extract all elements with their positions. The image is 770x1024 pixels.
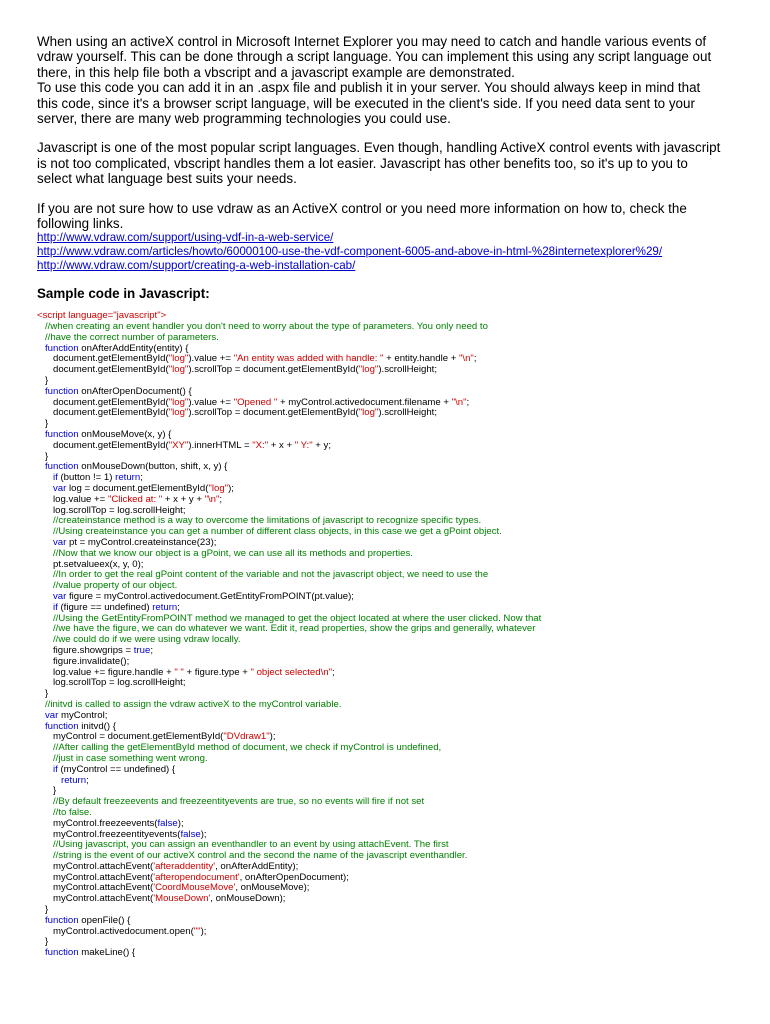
code-token — [37, 613, 53, 624]
code-token — [37, 472, 53, 483]
code-token — [37, 429, 45, 440]
code-token — [37, 602, 53, 613]
code-token: myControl.attachEvent( — [37, 893, 154, 905]
code-token: "log" — [208, 483, 229, 494]
code-token: true — [133, 644, 151, 656]
code-token: log.value += figure.handle + — [37, 666, 175, 678]
links-list — [37, 231, 734, 272]
code-line — [37, 797, 734, 808]
code-token: myControl.attachEvent( — [37, 860, 154, 872]
paragraph-line: following links. — [37, 216, 124, 232]
code-token: ).scrollTop = document.getElementById( — [188, 407, 359, 419]
code-token: "X:" — [252, 439, 269, 451]
code-token: myControl.attachEvent( — [37, 871, 154, 883]
code-token — [37, 580, 53, 591]
code-token: + myControl.activedocument.filename + — [277, 396, 452, 408]
code-token: //value property of our object. — [53, 580, 178, 592]
code-token: log.scrollTop = log.scrollHeight; — [37, 504, 186, 516]
link-creating-web-installation-cab[interactable]: http://www.vdraw.com/support/creating-a-web-installation-cab/ — [37, 258, 356, 272]
code-token: openFile() { — [78, 914, 131, 926]
code-token: ; — [177, 601, 180, 613]
code-token: (myControl == undefined) { — [57, 763, 176, 775]
code-token — [37, 721, 45, 732]
section-heading: Sample code in Javascript: — [37, 286, 210, 302]
code-token: ; — [473, 353, 477, 365]
code-token — [37, 332, 45, 343]
code-token: pt.setvalueex(x, y, 0); — [37, 558, 144, 570]
code-token: 'afteraddentity' — [153, 860, 216, 872]
code-block — [37, 311, 734, 959]
code-token: ; — [331, 666, 335, 678]
code-token: //Now that we know our object is a gPoint, we can use all its methods and properties. — [53, 547, 413, 559]
code-token: + y; — [312, 439, 332, 451]
code-token: //In order to get the real gPoint content of the variable and not the javascript object, we need to use the — [53, 569, 489, 581]
code-token: "log" — [358, 364, 379, 376]
code-token: } — [37, 450, 49, 462]
code-token: myControl = document.getElementById( — [37, 731, 224, 743]
code-token: function — [45, 947, 79, 959]
code-token: var — [45, 709, 59, 721]
paragraph-line: If you are not sure how to use vdraw as an ActiveX control or you need more information on how to, check the — [37, 200, 687, 216]
code-token: " Y:" — [294, 439, 313, 451]
code-token: } — [37, 375, 49, 387]
code-token: "DVdraw1" — [223, 731, 270, 743]
code-token: document.getElementById( — [37, 439, 169, 451]
code-token: ; — [140, 472, 143, 484]
code-token — [37, 483, 53, 494]
code-token: pt = myControl.createinstance(23); — [66, 536, 217, 548]
code-token: function — [45, 429, 79, 441]
code-token: makeLine() { — [78, 947, 136, 959]
code-token: + entity.handle + — [383, 353, 459, 365]
code-token: } — [37, 785, 57, 797]
code-token: (button != 1) — [57, 472, 116, 484]
code-token — [37, 742, 53, 753]
code-token: //we have the figure, we can do whatever we want. Edit it, read properties, show the grips and generally, whatever — [53, 623, 536, 635]
code-token: 'MouseDown' — [153, 893, 211, 905]
code-token: //Using javascript, you can assign an eventhandler to an event by using attachEvent. The first — [53, 839, 449, 851]
code-token: //initvd is called to assign the vdraw activeX to the myControl variable. — [45, 698, 342, 710]
code-token: if — [53, 601, 58, 613]
code-token: ).value += — [188, 396, 234, 408]
code-token: //Using the GetEntityFromPOINT method we managed to get the object located at where the user clicked. Now that — [53, 612, 542, 624]
code-token: initvd() { — [78, 720, 116, 732]
paragraph-line: When using an activeX control in Microsoft Internet Explorer you may need to catch and handle various events of — [37, 34, 707, 49]
code-token: ).scrollHeight; — [378, 407, 437, 419]
code-token — [37, 775, 61, 786]
code-token: //By default freezeevents and freezeentityevents are true, so no events will fire if not set — [53, 796, 425, 808]
code-token: //After calling the getElementById method of document, we check if myControl is undefined, — [53, 742, 442, 754]
code-token: return — [152, 601, 178, 613]
code-token: onAfterAddEntity(entity) { — [78, 342, 189, 354]
code-token — [37, 710, 45, 721]
code-token: //just in case something went wrong. — [53, 752, 208, 764]
code-line — [37, 937, 734, 948]
paragraph-line: is not too complicated, vbscript handles them a lot easier. Javascript has other benefits too, so it's up to you to — [37, 155, 688, 171]
code-token: function — [45, 342, 79, 354]
code-token: } — [37, 936, 49, 948]
code-token: ); — [177, 817, 184, 829]
code-token — [37, 796, 53, 807]
code-token: function — [45, 914, 79, 926]
code-token: function — [45, 461, 79, 473]
paragraph-line: To use this code you can add it in an .aspx file and publish it in your server. You should always keep in mind that — [37, 80, 701, 96]
code-token: return — [61, 774, 87, 786]
code-token: + x + y + — [162, 493, 205, 505]
code-token: onMouseMove(x, y) { — [78, 429, 172, 441]
code-token: if — [53, 763, 58, 775]
code-token: myControl.freezeentityevents( — [37, 828, 181, 840]
code-token — [37, 915, 45, 926]
code-line — [37, 948, 734, 959]
code-token: document.getElementById( — [37, 396, 169, 408]
code-token: ).innerHTML = — [188, 439, 253, 451]
code-token: 'afteropendocument' — [153, 871, 240, 883]
code-token: "log" — [168, 353, 189, 365]
code-token: figure = myControl.activedocument.GetEntityFromPOINT(pt.value); — [66, 590, 354, 602]
code-token — [37, 947, 45, 958]
code-token: "log" — [168, 407, 189, 419]
intro-paragraph-1 — [37, 34, 734, 126]
code-token: ); — [200, 828, 207, 840]
code-token: figure.showgrips = — [37, 644, 134, 656]
code-token: log.scrollTop = log.scrollHeight; — [37, 677, 186, 689]
code-token: "log" — [358, 407, 379, 419]
code-token: document.getElementById( — [37, 407, 169, 419]
code-token — [37, 623, 53, 634]
code-token — [37, 386, 45, 397]
code-line — [37, 408, 734, 419]
code-token: , onAfterOpenDocument); — [239, 871, 349, 883]
code-token — [37, 537, 53, 548]
code-token — [37, 515, 53, 526]
code-token: " " — [174, 666, 184, 678]
code-line — [37, 905, 734, 916]
code-token: ).value += — [188, 353, 234, 365]
code-token: ); — [200, 925, 207, 937]
code-token: function — [45, 385, 79, 397]
code-line — [37, 894, 734, 905]
code-token: log.value += — [37, 493, 108, 505]
code-token: ; — [86, 774, 89, 786]
code-token — [37, 807, 53, 818]
code-token: ; — [150, 644, 153, 656]
code-line — [37, 711, 734, 722]
intro-paragraph-2 — [37, 140, 734, 186]
code-token — [37, 321, 45, 332]
code-token: //Using createinstance you can get a number of different class objects, in this case we get a gPoint object. — [53, 526, 502, 538]
code-token — [37, 569, 53, 580]
code-token — [37, 591, 53, 602]
code-token: "An entity was added with handle: " — [233, 353, 384, 365]
paragraph-line: Javascript is one of the most popular script languages. Even though, handling ActiveX control events with javascript — [37, 140, 721, 156]
code-token — [37, 548, 53, 559]
code-token: } — [37, 904, 49, 916]
code-token: "\n" — [451, 396, 467, 408]
code-token: ); — [228, 483, 234, 494]
code-line — [37, 678, 734, 689]
code-token: ); — [269, 731, 276, 743]
code-token: return — [115, 472, 141, 484]
code-token: //to false. — [53, 806, 92, 818]
code-token: //we could do if we were using vdraw locally. — [53, 634, 241, 646]
code-token: if — [53, 472, 58, 484]
intro-paragraph-3 — [37, 201, 734, 232]
link-use-vdf-component-html[interactable]: http://www.vdraw.com/articles/howto/60000100-use-the-vdf-component-6005-and-above-in-html-%28internetexplorer%29/ — [37, 245, 663, 259]
code-line — [37, 776, 734, 787]
code-token: "\n" — [459, 353, 474, 365]
code-token: //string is the event of our activeX control and the second the name of the javascript eventhandler. — [53, 850, 468, 862]
code-token: log = document.getElementById( — [66, 483, 209, 494]
code-token — [37, 839, 53, 850]
code-token: , onAfterAddEntity); — [215, 860, 299, 872]
code-line — [37, 441, 734, 452]
code-token: + figure.type + — [183, 666, 251, 678]
code-token: "XY" — [168, 439, 189, 451]
code-token — [37, 526, 53, 537]
paragraph-line: server, there are many web programming technologies you could use. — [37, 111, 451, 127]
code-token: onMouseDown(button, shift, x, y) { — [78, 461, 228, 473]
code-token — [37, 461, 45, 472]
paragraph-line: this code, since it's a browser script language, will be executed in the client's side. If you need data sent to your — [37, 95, 695, 111]
code-token: ).scrollTop = document.getElementById( — [188, 364, 359, 376]
code-token — [37, 850, 53, 861]
code-token: "log" — [168, 396, 189, 408]
code-token: } — [37, 688, 49, 700]
code-token: document.getElementById( — [37, 364, 169, 376]
code-token: 'CoordMouseMove' — [153, 882, 236, 894]
code-token: } — [37, 418, 49, 430]
code-token — [37, 753, 53, 764]
code-token: document.getElementById( — [37, 353, 169, 365]
code-token: ).scrollHeight; — [378, 364, 437, 376]
code-token: myControl.activedocument.open( — [37, 925, 194, 937]
code-line — [37, 927, 734, 938]
code-token: var — [53, 590, 67, 602]
code-token: + x + — [268, 439, 295, 451]
code-token: "Opened " — [233, 396, 278, 408]
code-token: " object selected\n" — [250, 666, 332, 678]
code-token: myControl.freezeevents( — [37, 817, 158, 829]
code-token: "Clicked at: " — [107, 493, 163, 505]
document-page — [37, 34, 734, 959]
code-token: var — [53, 536, 67, 548]
code-token: false — [157, 817, 178, 829]
code-token: var — [53, 483, 67, 494]
code-token: function — [45, 720, 79, 732]
code-token: "\n" — [204, 493, 220, 505]
code-token — [37, 699, 45, 710]
code-token: "" — [193, 925, 201, 937]
code-line — [37, 365, 734, 376]
code-token — [37, 634, 53, 645]
paragraph-line: there, in this help file both a vbscript and a javascript example are demonstrated. — [37, 64, 515, 80]
code-token: //have the correct number of parameters. — [45, 331, 219, 343]
code-token: //createinstance method is a way to overcome the limitations of javascript to recognize specific types. — [53, 515, 482, 527]
code-token: (figure == undefined) — [57, 601, 153, 613]
link-using-vdf-web-service[interactable]: http://www.vdraw.com/support/using-vdf-in-a-web-service/ — [37, 231, 334, 245]
code-token: <script language="javascript"> — [37, 310, 167, 322]
code-token: , onMouseDown); — [210, 893, 286, 905]
paragraph-line: select what language best suits your needs. — [37, 171, 297, 187]
code-token: figure.invalidate(); — [37, 655, 130, 667]
code-token: myControl.attachEvent( — [37, 882, 154, 894]
code-token: "log" — [168, 364, 189, 376]
code-token: false — [180, 828, 201, 840]
code-token: , onMouseMove); — [235, 882, 310, 894]
code-token: myControl; — [58, 709, 108, 721]
code-line — [37, 646, 734, 657]
code-line — [37, 700, 734, 711]
code-token — [37, 764, 53, 775]
code-token: ; — [466, 396, 470, 408]
code-token: ; — [219, 493, 223, 505]
code-token — [37, 343, 45, 354]
code-line — [37, 765, 734, 776]
code-token: onAfterOpenDocument() { — [78, 385, 192, 397]
paragraph-line: vdraw yourself. This can be done through a script language. You can implement this using any script language out — [37, 49, 712, 65]
code-token: //when creating an event handler you don't need to worry about the type of parameters. You only need to — [45, 321, 488, 333]
